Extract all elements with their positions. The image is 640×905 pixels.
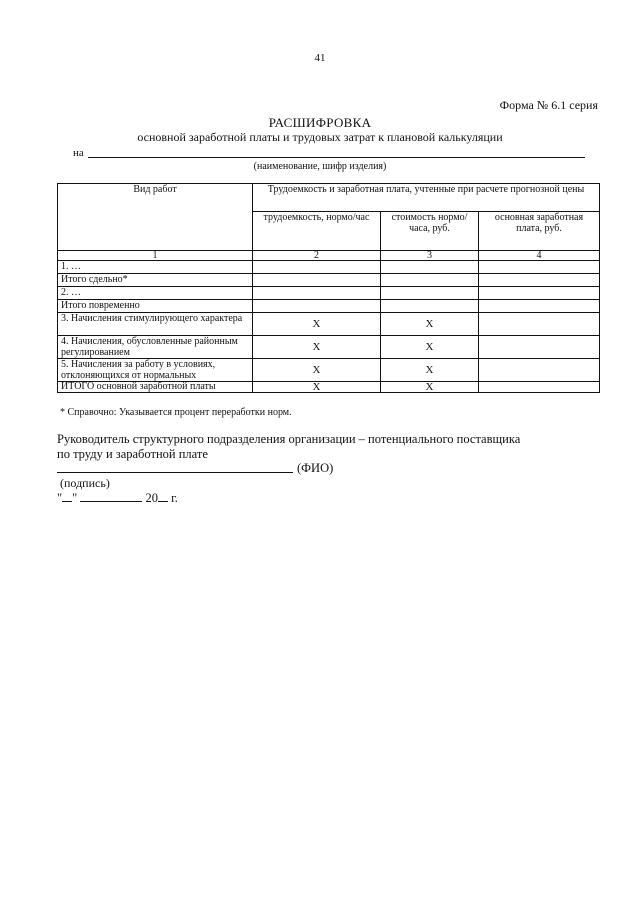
cell-cost: Х: [381, 359, 479, 382]
table-row-total: [58, 382, 600, 393]
row-label: 5. Начисления за работу в условиях, отклоняющихся от нормальных: [58, 359, 253, 382]
cell-labor: [253, 300, 381, 313]
product-name-line: [88, 157, 585, 158]
document-title: РАСШИФРОВКА: [268, 115, 372, 130]
table-row: [58, 274, 600, 287]
column-number: 1: [58, 251, 253, 261]
table-row: [58, 336, 600, 359]
row-label: ИТОГО основной заработной платы: [58, 382, 253, 393]
table-row: [58, 300, 600, 313]
cell-labor: [253, 274, 381, 287]
cell-labor: Х: [253, 336, 381, 359]
row-label: Итого повременно: [58, 300, 253, 313]
cell-labor: [253, 287, 381, 300]
day-blank: [62, 501, 72, 502]
table-row: [58, 359, 600, 382]
cell-labor: Х: [253, 382, 381, 393]
footnote: * Справочно: Указывается процент переработки норм.: [60, 407, 292, 418]
column-number: 2: [253, 251, 381, 261]
row-label: 2. …: [58, 287, 253, 300]
document-subtitle: основной заработной платы и трудовых затрат к плановой калькуляции: [137, 130, 503, 144]
column-number-row: [58, 251, 600, 261]
month-blank: [80, 501, 142, 502]
cell-cost: [381, 300, 479, 313]
header-base-salary: основная заработная плата, руб.: [479, 212, 600, 251]
header-work-type: Вид работ: [58, 184, 253, 251]
column-number: 3: [381, 251, 479, 261]
cell-salary: [479, 261, 600, 274]
cell-salary: [479, 313, 600, 336]
header-group: Трудоемкость и заработная плата, учтенные при расчете прогнозной цены: [253, 184, 600, 212]
row-label: 1. …: [58, 261, 253, 274]
cell-salary: [479, 287, 600, 300]
row-label: Итого сдельно*: [58, 274, 253, 287]
table-row: [58, 287, 600, 300]
table-row: [58, 261, 600, 274]
cell-cost: [381, 261, 479, 274]
signature-caption: (подпись): [60, 476, 110, 490]
date-field: [57, 491, 178, 506]
table-header-row: [58, 184, 600, 212]
cell-labor: [253, 261, 381, 274]
date-quote-close: ": [72, 491, 78, 505]
cell-cost: Х: [381, 313, 479, 336]
date-quote-open: ": [57, 491, 63, 505]
page-number: 41: [314, 52, 326, 64]
signatory-title-line1: Руководитель структурного подразделения организации – потенциального поставщика: [57, 432, 521, 446]
cell-salary: [479, 336, 600, 359]
cell-salary: [479, 382, 600, 393]
header-hour-cost: стоимость нормо/часа, руб.: [381, 212, 479, 251]
table-row: [58, 313, 600, 336]
row-label: 3. Начисления стимулирующего характера: [58, 313, 253, 336]
column-number: 4: [479, 251, 600, 261]
cell-cost: [381, 274, 479, 287]
cell-labor: Х: [253, 359, 381, 382]
year-suffix: г.: [171, 491, 178, 505]
fio-label: (ФИО): [297, 461, 334, 475]
cell-cost: Х: [381, 382, 479, 393]
header-labor-intensity: трудоемкость, нормо/час: [253, 212, 381, 251]
signature-line: [57, 472, 293, 473]
signatory-title-line2: по труду и заработной плате: [57, 447, 208, 461]
cell-salary: [479, 300, 600, 313]
product-name-caption: (наименование, шифр изделия): [253, 161, 387, 172]
salary-breakdown-table: [57, 183, 600, 393]
form-label: Форма № 6.1 серия: [499, 98, 598, 112]
year-prefix: 20: [145, 491, 158, 505]
cell-salary: [479, 359, 600, 382]
cell-labor: Х: [253, 313, 381, 336]
na-label: на: [73, 147, 84, 159]
cell-cost: [381, 287, 479, 300]
row-label: 4. Начисления, обусловленные районным регулированием: [58, 336, 253, 359]
year-blank: [158, 501, 168, 502]
cell-cost: Х: [381, 336, 479, 359]
cell-salary: [479, 274, 600, 287]
